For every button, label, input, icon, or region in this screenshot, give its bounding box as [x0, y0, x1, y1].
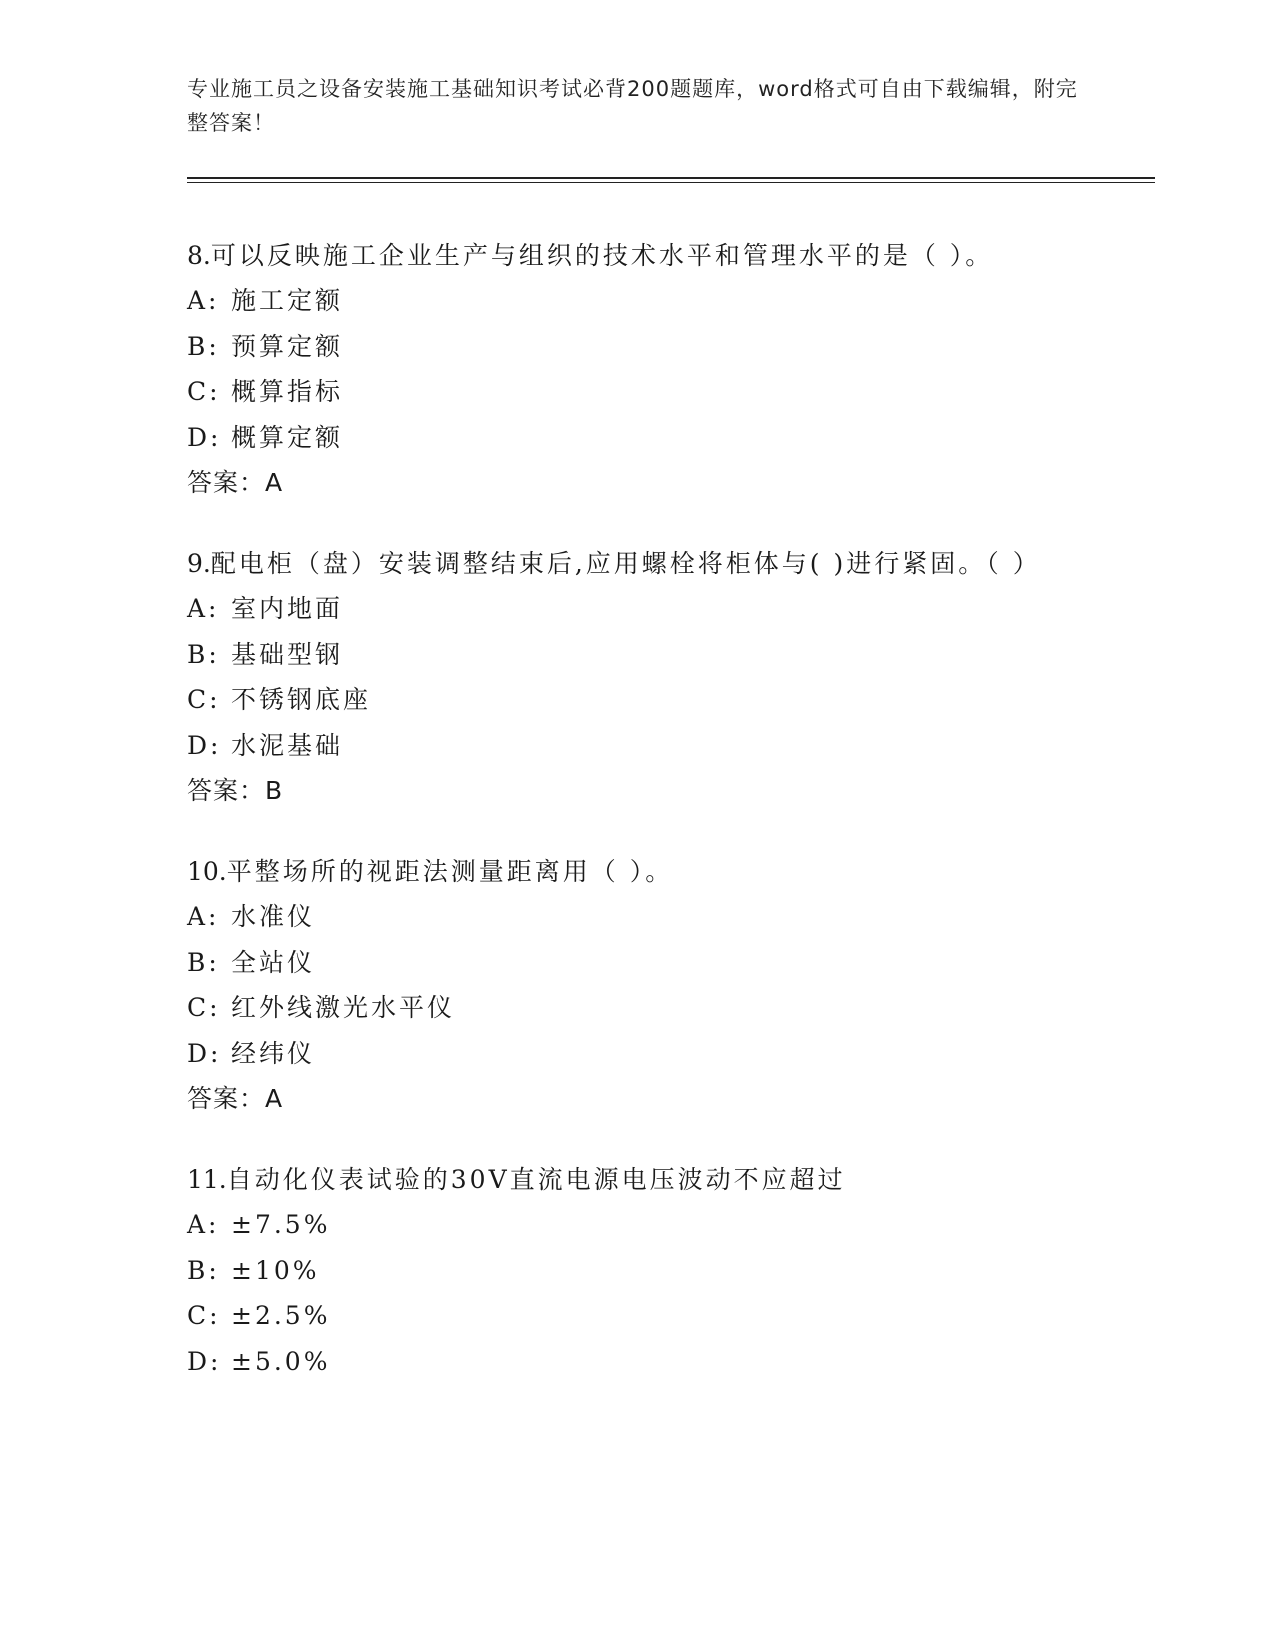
option-a [187, 586, 1087, 632]
option-b [187, 324, 1087, 370]
option-b [187, 940, 1087, 986]
option-text: 概算指标 [231, 377, 344, 406]
option-label: C: [187, 685, 221, 714]
question-item [187, 234, 1087, 506]
option-d [187, 1031, 1087, 1077]
answer-line: 答案：A [187, 468, 284, 497]
document-header [187, 72, 1087, 140]
option-d [187, 415, 1087, 461]
option-label: B: [187, 1255, 220, 1285]
question-stem [187, 1158, 1087, 1202]
option-a [187, 894, 1087, 940]
answer-line: 答案：A [187, 1084, 284, 1113]
question-item [187, 542, 1087, 814]
question-number: 11. [187, 1165, 227, 1194]
option-a [187, 278, 1087, 324]
answer-line: 答案：B [187, 776, 284, 805]
option-b [187, 632, 1087, 678]
option-c [187, 1293, 1087, 1339]
option-c [187, 677, 1087, 723]
option-label: D: [187, 730, 222, 760]
option-label: B: [187, 639, 220, 669]
option-text: 室内地面 [231, 594, 344, 623]
option-label: A: [187, 286, 220, 315]
option-c [187, 369, 1087, 415]
option-text: 红外线激光水平仪 [231, 993, 456, 1022]
question-list [187, 234, 1087, 1420]
question-text: 自动化仪表试验的30V直流电源电压波动不应超过 [226, 1165, 846, 1194]
option-text: 全站仪 [231, 947, 316, 977]
option-a [187, 1202, 1087, 1248]
option-text: ±5.0% [231, 1346, 331, 1376]
document-title: 专业施工员之设备安装施工基础知识考试必背200题题库，word格式可自由下载编辑，附完整答案！ [187, 77, 1078, 135]
question-stem [187, 234, 1087, 278]
option-text: ±7.5% [231, 1210, 331, 1239]
question-text: 配电柜（盘）安装调整结束后,应用螺栓将柜体与( )进行紧固。（ ） [210, 549, 1041, 578]
option-text: 概算定额 [231, 422, 344, 452]
question-number: 8. [187, 241, 211, 270]
option-text: ±2.5% [231, 1301, 331, 1330]
question-text: 可以反映施工企业生产与组织的技术水平和管理水平的是（ ）。 [210, 241, 994, 270]
option-text: 预算定额 [231, 331, 344, 361]
option-label: D: [187, 1038, 222, 1068]
question-number: 10. [187, 857, 227, 886]
option-label: C: [187, 1301, 221, 1330]
option-text: 基础型钢 [231, 639, 344, 669]
header-divider-thick [187, 177, 1155, 179]
option-label: B: [187, 331, 220, 361]
option-label: B: [187, 947, 220, 977]
option-d [187, 723, 1087, 769]
option-c [187, 985, 1087, 1031]
option-text: ±10% [231, 1255, 320, 1285]
option-text: 不锈钢底座 [231, 685, 372, 714]
question-item [187, 850, 1087, 1122]
question-item [187, 1158, 1087, 1384]
option-text: 经纬仪 [231, 1038, 316, 1068]
option-label: A: [187, 902, 220, 931]
option-text: 水准仪 [231, 902, 316, 931]
option-d [187, 1339, 1087, 1385]
option-label: C: [187, 993, 221, 1022]
option-label: A: [187, 1210, 220, 1239]
question-text: 平整场所的视距法测量距离用（ ）。 [226, 857, 674, 886]
option-label: C: [187, 377, 221, 406]
option-b [187, 1248, 1087, 1294]
question-stem [187, 542, 1087, 586]
question-stem [187, 850, 1087, 894]
option-text: 水泥基础 [231, 730, 344, 760]
option-label: D: [187, 1346, 222, 1376]
option-label: A: [187, 594, 220, 623]
question-number: 9. [187, 549, 211, 578]
option-label: D: [187, 422, 222, 452]
option-text: 施工定额 [231, 286, 344, 315]
header-divider-thin [187, 182, 1155, 183]
